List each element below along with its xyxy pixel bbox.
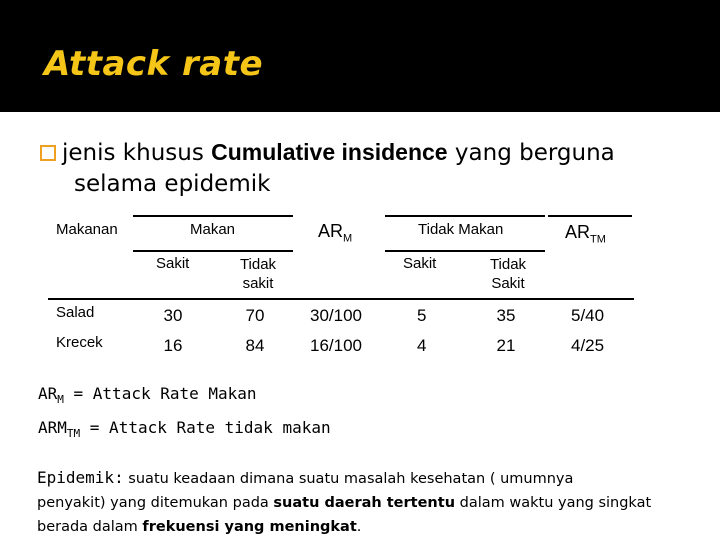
header-ar-tm: $AR_{TM}$ xyxy=(565,222,606,246)
note-ar-tm: $ARM_{TM}$ = Attack Rate tidak makan xyxy=(38,418,331,441)
header-rule-tidak-makan xyxy=(385,215,545,217)
header-tidak-sakit-tidak-makan: Tidak Sakit xyxy=(489,256,527,292)
table-header-bottom-rule xyxy=(48,298,634,300)
header-tidak-sakit-makan: Tidak sakit xyxy=(239,256,277,292)
bullet-text xyxy=(40,136,700,169)
bullet-text-part1: jenis khusus xyxy=(62,140,212,166)
bullet-text-emphasis: Cumulative insidence xyxy=(211,139,448,165)
header-tidak-makan: Tidak Makan xyxy=(418,221,504,238)
header-sakit-tidak-makan: Sakit xyxy=(403,255,437,272)
row-tidak-makan-sakit: 4 xyxy=(417,336,427,355)
header-rule-makan-sub xyxy=(133,250,293,252)
definition-label: Epidemik: xyxy=(37,468,124,487)
row-ar-tm: 4/25 xyxy=(571,336,605,355)
header-rule-tidak-makan-sub xyxy=(385,250,545,252)
row-tidak-makan-tidak-sakit: 35 xyxy=(496,306,516,325)
row-tidak-makan-sakit: 5 xyxy=(417,306,427,325)
row-makan-tidak-sakit: 84 xyxy=(245,336,265,355)
row-ar-m: 16/100 xyxy=(310,336,362,355)
row-food: Krecek xyxy=(56,334,103,351)
square-bullet-icon xyxy=(40,145,56,161)
bullet-text-part3: yang berguna xyxy=(447,140,615,166)
header-makan: Makan xyxy=(190,221,236,238)
row-ar-m: 30/100 xyxy=(310,306,362,325)
row-makan-sakit: 30 xyxy=(163,306,183,325)
epidemic-definition: Epidemik: suatu keadaan dimana suatu masalah kesehatan ( umumnya penyakit) yang ditemukan pada suatu daerah tertentu dalam waktu yang singkat berada dalam frekuensi yang meningkat. xyxy=(37,468,652,535)
bullet-text-line2: selama epidemik xyxy=(74,171,271,197)
header-sakit-makan: Sakit xyxy=(156,255,190,272)
row-food: Salad xyxy=(56,304,95,321)
header-makanan: Makanan xyxy=(56,221,118,238)
header-ar-m: $AR_M$ xyxy=(318,221,353,245)
header-rule-makan xyxy=(133,215,293,217)
row-makan-tidak-sakit: 70 xyxy=(245,306,265,325)
header-rule-artm xyxy=(548,215,632,217)
row-ar-tm: 5/40 xyxy=(571,306,605,325)
note-ar-m: $AR_M$ = Attack Rate Makan xyxy=(38,384,257,407)
slide-title: Attack rate xyxy=(44,44,264,84)
row-makan-sakit: 16 xyxy=(163,336,183,355)
row-tidak-makan-tidak-sakit: 21 xyxy=(496,336,516,355)
